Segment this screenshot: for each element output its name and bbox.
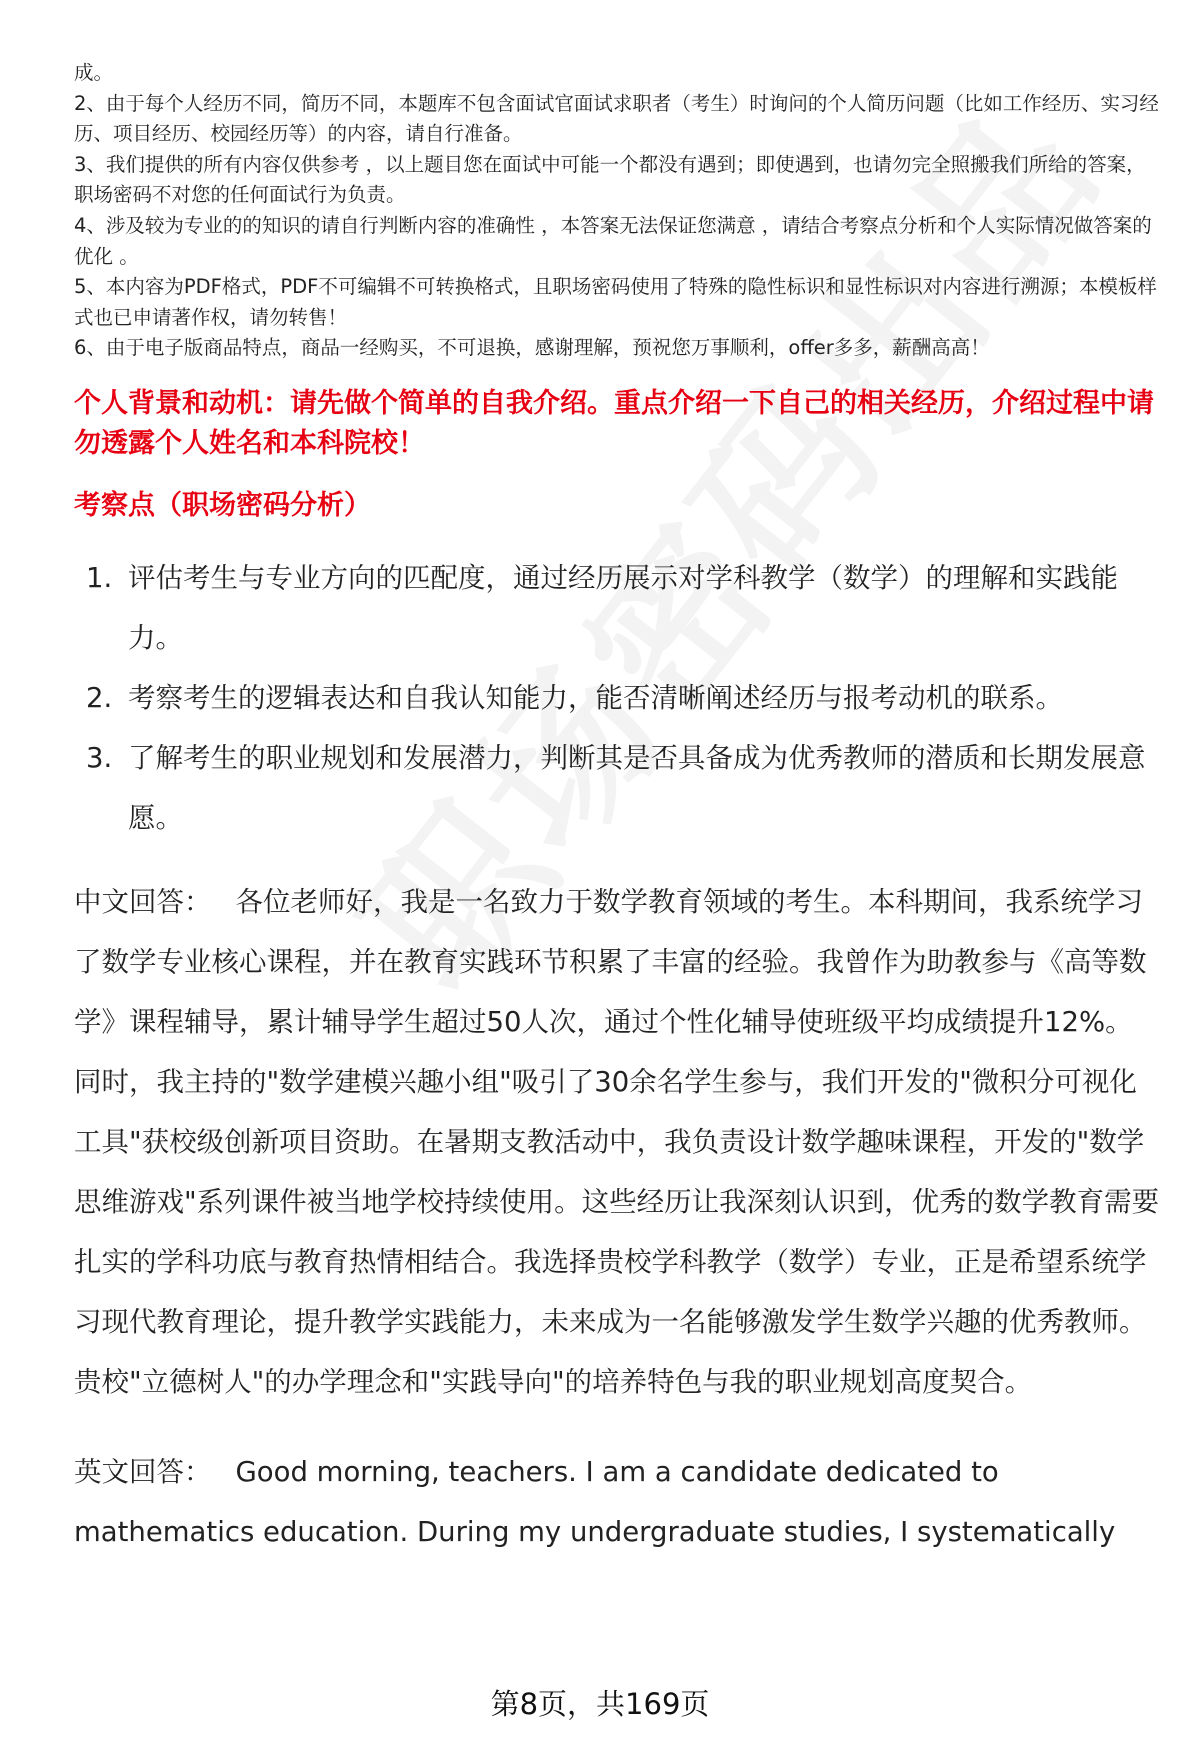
analysis-point [74,728,1160,848]
page-content [74,58,1160,1562]
analysis-heading: 考察点（职场密码分析） [74,489,371,521]
note-item: 3、我们提供的所有内容仅供参考 ，以上题目您在面试中可能一个都没有遇到；即使遇到，也请勿完全照搬我们所给的答案，职场密码不对您的任何面试行为负责。 [74,152,1146,207]
note-item: 6、由于电子版商品特点，商品一经购买，不可退换，感谢理解，预祝您万事顺利，offer多多，薪酬高高！ [74,336,990,360]
note-item: 成。 [74,61,114,84]
analysis-list [74,548,1160,848]
point-text: 了解考生的职业规划和发展潜力，判断其是否具备成为优秀教师的潜质和长期发展意愿。 [128,741,1146,834]
question-heading: 个人背景和动机：请先做个简单的自我介绍。重点介绍一下自己的相关经历，介绍过程中请勿透露个人姓名和本科院校！ [74,387,1154,459]
english-answer-label: 英文回答： [74,1455,212,1488]
page-number: 第8页，共169页 [490,1687,710,1721]
chinese-answer-text: 各位老师好，我是一名致力于数学教育领域的考生。本科期间，我系统学习了数学专业核心课程，并在教育实践环节积累了丰富的经验。我曾作为助教参与《高等数学》课程辅导，累计辅导学生超过50人次，通过个性化辅导使班级平均成绩提升12%。同时，我主持的"数学建模兴趣小组"吸引了30余名学生参与，我们开发的"微积分可视化工具"获校级创新项目资助。在暑期支教活动中，我负责设计数学趣味课程，开发的"数学思维游戏"系列课件被当地学校持续使用。这些经历让我深刻认识到，优秀的数学教育需要扎实的学科功底与教育热情相结合。我选择贵校学科教学（数学）专业，正是希望系统学习现代教育理论，提升教学实践能力，未来成为一名能够激发学生数学兴趣的优秀教师。贵校"立德树人"的办学理念和"实践导向"的培养特色与我的职业规划高度契合。 [74,885,1160,1398]
point-number: 2. [86,681,113,714]
english-answer-text: Good morning, teachers. I am a candidate dedicated to mathematics education. During my undergraduate studies, I systematically [74,1455,1116,1548]
point-text: 考察考生的逻辑表达和自我认知能力，能否清晰阐述经历与报考动机的联系。 [128,681,1063,714]
analysis-point [74,668,1160,728]
chinese-answer-label: 中文回答： [74,885,212,918]
english-answer [74,1442,1160,1562]
note-item: 5、本内容为PDF格式，PDF不可编辑不可转换格式，且职场密码使用了特殊的隐性标识和显性标识对内容进行溯源；本模板样式也已申请著作权，请勿转售！ [74,275,1157,329]
point-number: 3. [86,741,113,774]
analysis-point [74,548,1160,668]
point-number: 1. [86,561,113,594]
note-item: 2、由于每个人经历不同，简历不同，本题库不包含面试官面试求职者（考生）时询问的个人简历问题（比如工作经历、实习经历、项目经历、校园经历等）的内容，请自行准备。 [74,91,1159,146]
chinese-answer [74,872,1160,1412]
point-text: 评估考生与专业方向的匹配度，通过经历展示对学科教学（数学）的理解和实践能力。 [128,561,1118,654]
notes-block [74,58,1160,364]
note-item: 4、涉及较为专业的的知识的请自行判断内容的准确性 ，本答案无法保证您满意 ，请结合考察点分析和个人实际情况做答案的优化 。 [74,213,1152,268]
